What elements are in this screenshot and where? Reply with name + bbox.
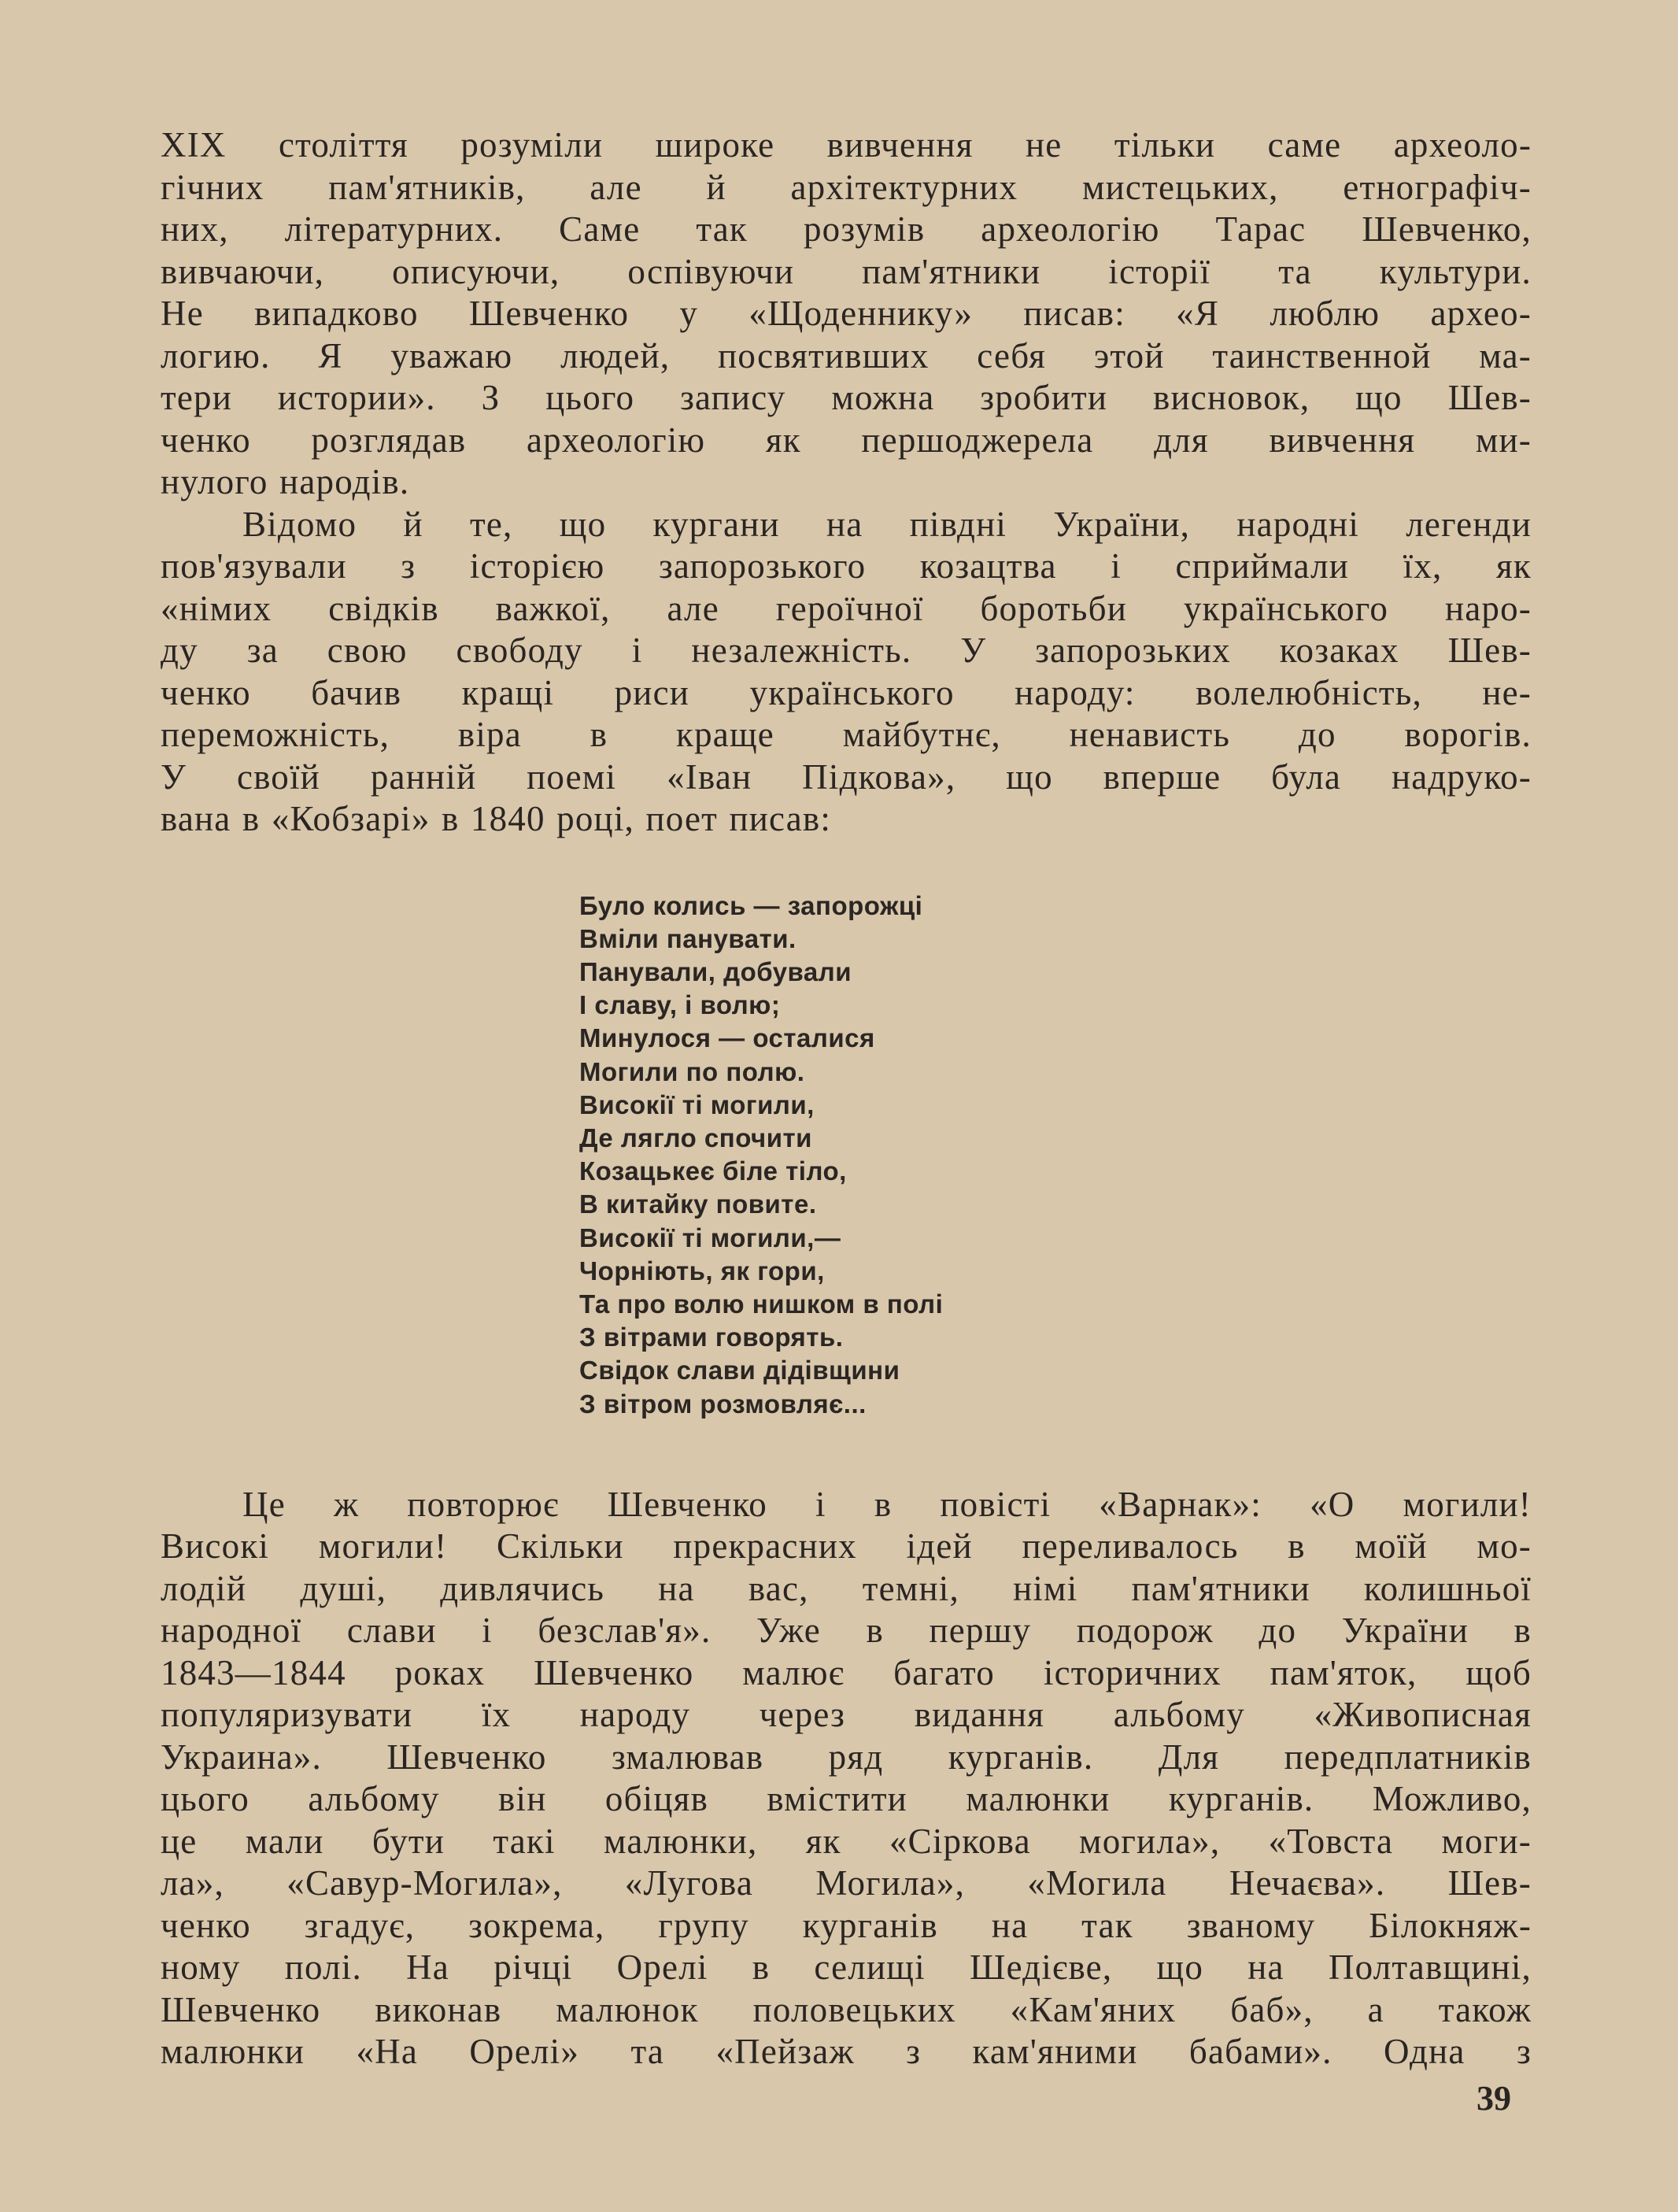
text-line: народної слави і безслав'я». Уже в першу подорож до України в [161,1611,1532,1651]
text-line: логию. Я уважаю людей, посвятивших себя этой таинственной ма- [161,335,1532,375]
text-line: ченко бачив кращі риси українського народу: волелюбність, не- [161,672,1532,712]
text-line: лодій душі, дивлячись на вас, темні, німі пам'ятники колишньої [161,1568,1532,1608]
text-line: «німих свідків важкої, але героїчної боротьби українського наро- [161,588,1532,628]
poem-line: З вітрами говорять. [579,1322,844,1352]
poem-line: Високії ті могили, [579,1089,815,1119]
text-line: малюнки «На Орелі» та «Пейзаж з кам'яними бабами». Одна з [161,2032,1532,2072]
paragraph-archaeology [161,124,1532,504]
poem-line: Могили по полю. [579,1056,805,1086]
text-line: цього альбому він обіцяв вмістити малюнки курганів. Можливо, [161,1779,1532,1819]
page-number: 39 [1477,2079,1511,2118]
poem-line: З вітром розмовляє... [579,1389,867,1419]
text-line: Не випадково Шевченко у «Щоденнику» писав: «Я люблю архео- [161,294,1532,333]
paragraph-kurgans [161,504,1532,841]
text-line: пов'язували з історією запорозького козацтва і сприймали їх, як [161,546,1532,586]
text-line: ченко розглядав археологію як першоджерела для вивчення ми- [161,420,1532,460]
text-line: вана в «Кобзарі» в 1840 році, поет писав: [161,799,832,838]
text-line: ду за свою свободу і незалежність. У запорозьких козаках Шев- [161,631,1532,670]
text-line: У своїй ранній поемі «Іван Підкова», що вперше була надруко- [161,756,1532,797]
text-line: тери истории». З цього запису можна зробити висновок, що Шев- [161,378,1532,417]
poem-quote [579,890,1532,1421]
poem-line: Та про волю нишком в полі [579,1289,944,1319]
text-line: XIX століття розуміли широке вивчення не тільки саме археоло- [161,125,1532,165]
text-line: гічних пам'ятників, але й архітектурних мистецьких, етнографіч- [161,167,1532,207]
poem-line: Високії ті могили,— [579,1223,841,1252]
text-line: ченко згадує, зокрема, групу курганів на так званому Білокняж- [161,1905,1532,1945]
text-line: переможність, віра в краще майбутнє, ненависть до ворогів. [161,715,1532,754]
poem-line: Чорніють, як гори, [579,1256,825,1285]
text-line: вивчаючи, описуючи, оспівуючи пам'ятники історії та культури. [161,251,1532,291]
poem-line: В китайку повите. [579,1189,817,1219]
poem-line: Свідок слави дідівщини [579,1356,900,1385]
poem-line: Панували, добували [579,956,852,986]
text-line: Шевченко виконав малюнок половецьких «Кам'яних баб», а також [161,1989,1532,2029]
poem-line: Де лягло спочити [579,1123,812,1152]
poem-line: І славу, і волю; [579,990,781,1020]
poem-line: Було колись — запорожці [579,890,923,920]
paragraph-varnak [161,1484,1532,2073]
text-line: Відомо й те, що кургани на півдні України, народні легенди [242,504,1532,544]
text-line: 1843—1844 роках Шевченко малює багато історичних пам'яток, щоб [161,1652,1532,1692]
text-line: ному полі. На річці Орелі в селищі Шедієве, що на Полтавщині, [161,1948,1532,1988]
text-line: Це ж повторює Шевченко і в повісті «Варнак»: «О могили! [242,1484,1532,1524]
text-line: нулого народів. [161,462,410,501]
text-line: них, літературних. Саме так розумів археологію Тарас Шевченко, [161,209,1532,249]
poem-line: Козацькеє біле тіло, [579,1156,847,1186]
text-line: це мали бути такі малюнки, як «Сіркова могила», «Товста моги- [161,1821,1532,1861]
text-line: Високі могили! Скільки прекрасних ідей переливалось в моїй мо- [161,1526,1532,1567]
text-line: популяризувати їх народу через видання альбому «Живописная [161,1695,1532,1735]
text-line: ла», «Савур-Могила», «Лугова Могила», «Могила Нечаєва». Шев- [161,1863,1532,1903]
poem-line: Минулося — осталися [579,1023,875,1053]
page-body [161,124,1532,2073]
text-line: Украина». Шевченко змалював ряд курганів. Для передплатників [161,1737,1532,1777]
poem-line: Вміли панувати. [579,923,796,953]
